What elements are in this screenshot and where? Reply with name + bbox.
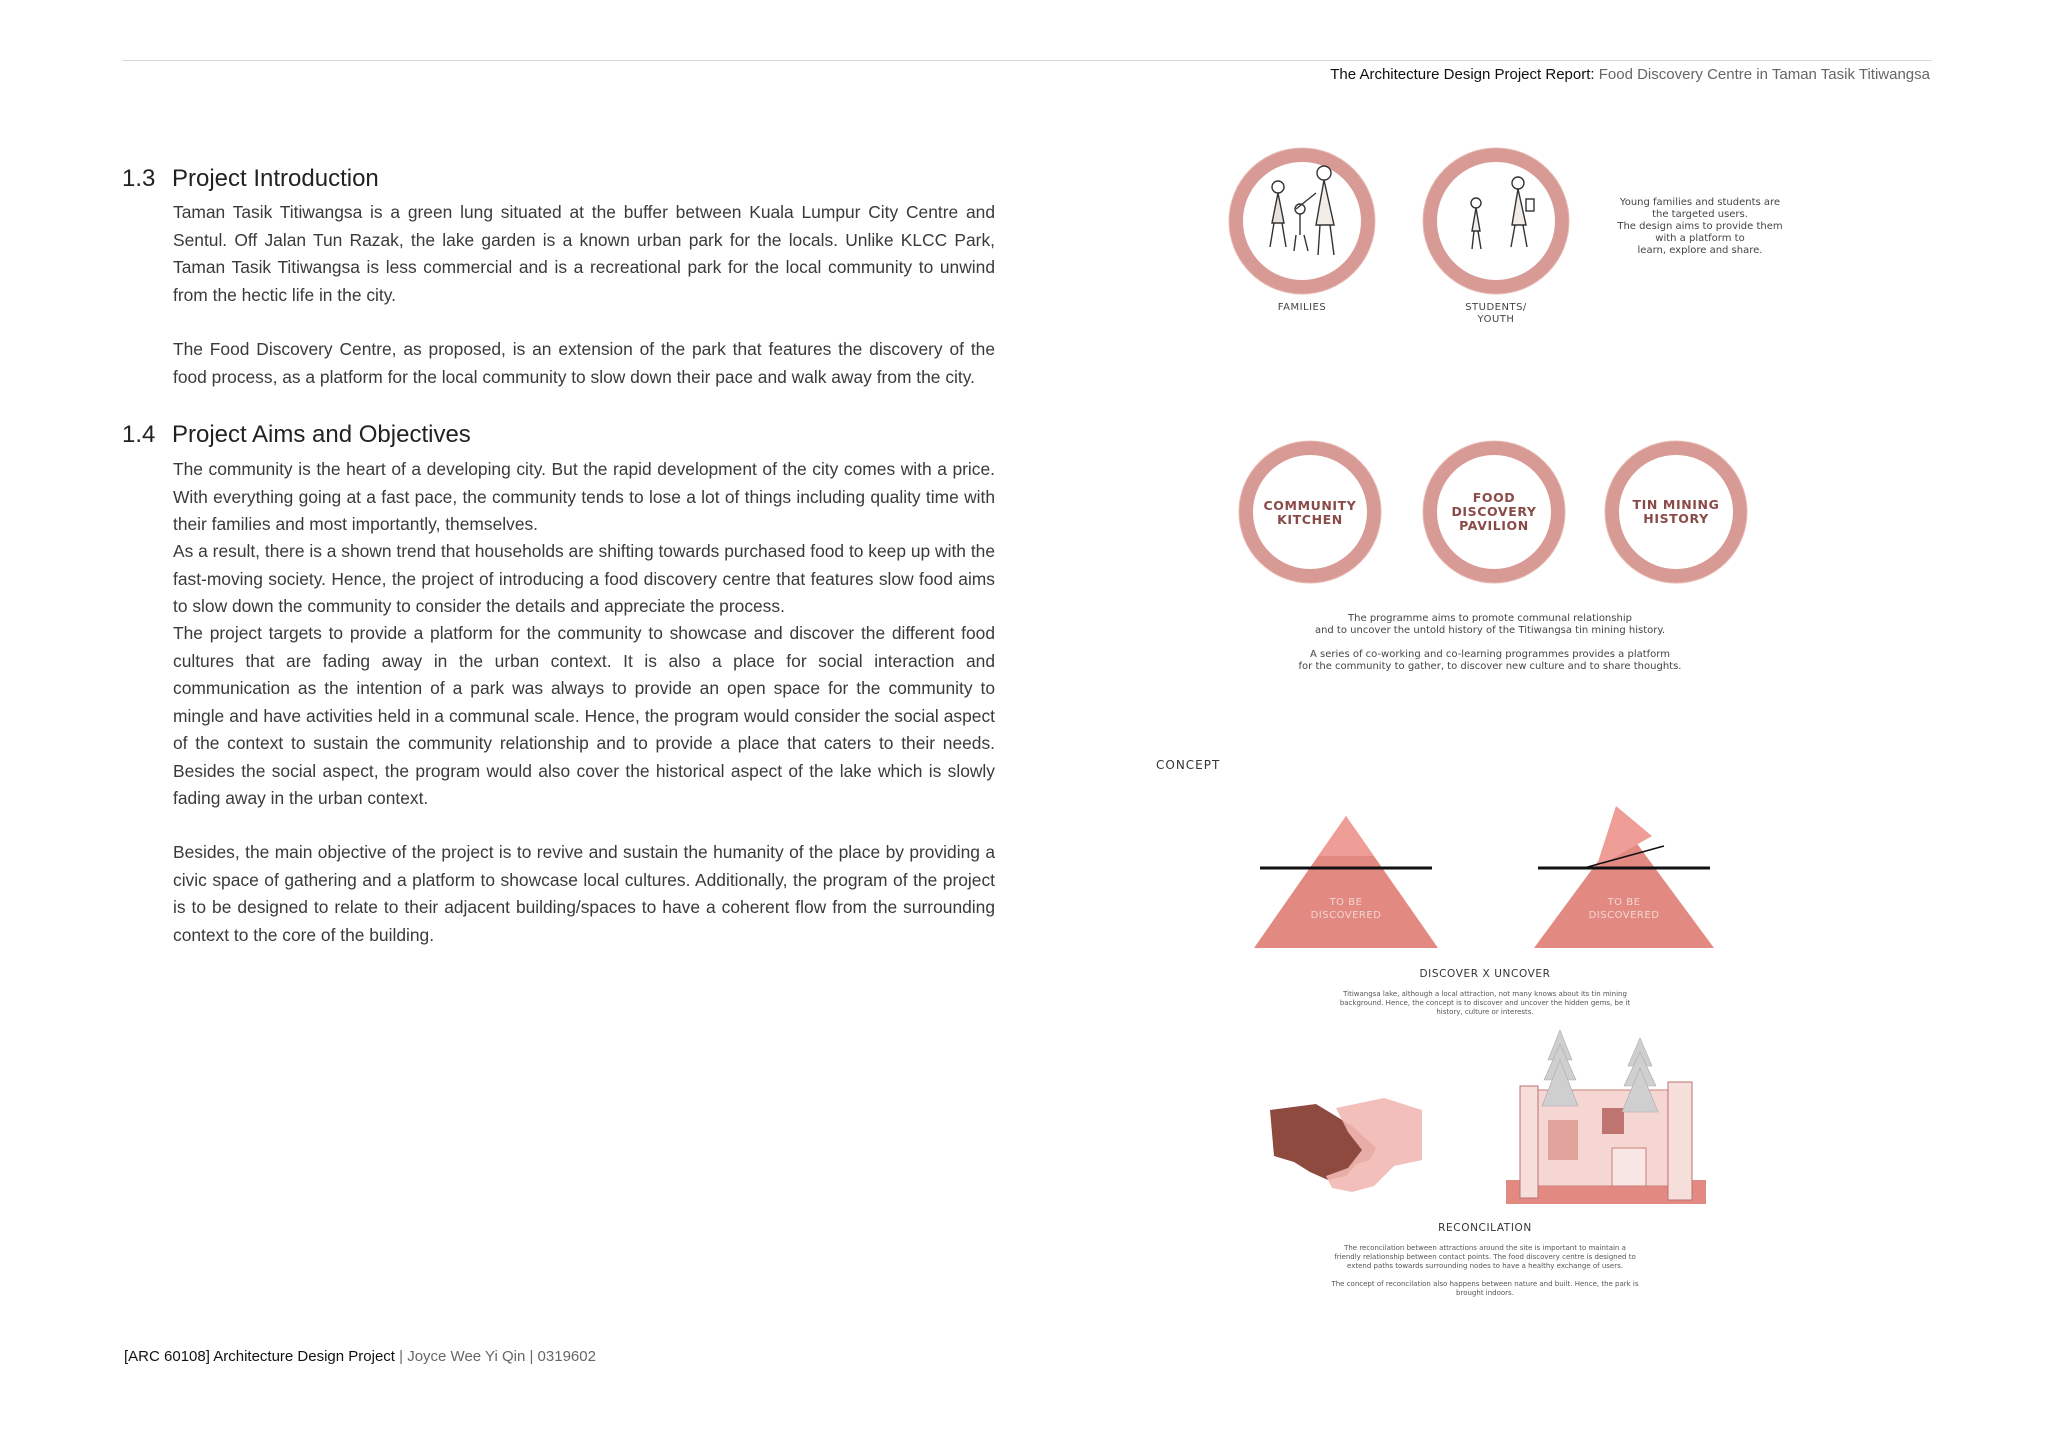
triangle-text-line: TO BE: [1607, 897, 1641, 908]
note-line: Titiwangsa lake, although a local attraction, not many knows about its tin mining: [1343, 990, 1627, 998]
header-rule: [122, 60, 1932, 61]
ring-label-line: COMMUNITY: [1263, 498, 1357, 513]
ring-label-line: PAVILION: [1459, 518, 1529, 533]
section-heading-1-3: [122, 165, 379, 193]
note-line: friendly relationship between contact points. The food discovery centre is designed to: [1334, 1253, 1636, 1261]
users-note: [1590, 197, 1810, 257]
triangle-text-line: TO BE: [1329, 897, 1363, 908]
ring-label-line: TIN MINING: [1632, 497, 1720, 512]
paragraph: Taman Tasik Titiwangsa is a green lung situated at the buffer between Kuala Lumpur City Centre and Sentul. Off Jalan Tun Razak, the lake garden is a known urban park for the locals. Unlike KLCC Park, Taman Tasik Titiwangsa is less commercial and is a recreational park for the local community to unwind from the hectic life in the city.: [173, 202, 995, 305]
report-label: The Architecture Design Project Report:: [1330, 66, 1595, 83]
section-number: 1.4: [122, 421, 156, 448]
triangle-text-line: DISCOVERED: [1310, 910, 1382, 921]
ring-label-line: DISCOVERY: [1451, 504, 1537, 519]
course-label: [ARC 60108] Architecture Design Project: [124, 1348, 395, 1365]
students-label-line1: STUDENTS/: [1465, 302, 1527, 313]
note-line: brought indoors.: [1456, 1289, 1514, 1297]
note-line: history, culture or interests.: [1436, 1008, 1534, 1016]
note-line: The programme aims to promote communal relationship: [1348, 613, 1632, 624]
note-line: the targeted users.: [1652, 209, 1748, 220]
concept-label: CONCEPT: [1156, 758, 1221, 772]
triangle-text-line: DISCOVERED: [1588, 910, 1660, 921]
note-line: Young families and students are: [1619, 197, 1781, 208]
section-number: 1.3: [122, 165, 156, 192]
running-header: [1330, 66, 1930, 83]
food-discovery-pavilion-label: [1434, 491, 1554, 533]
programme-note: [1240, 613, 1740, 673]
handshake-icon: [1266, 1090, 1426, 1200]
note-line: learn, explore and share.: [1637, 245, 1763, 256]
note-line: The reconcilation between attractions around the site is important to maintain a: [1344, 1244, 1626, 1252]
note-line: for the community to gather, to discover new culture and to share thoughts.: [1298, 661, 1682, 672]
nature-building-diagram: [1500, 1020, 1710, 1206]
discover-triangle-diagram: [1246, 808, 1446, 952]
students-label-line2: YOUTH: [1477, 314, 1515, 325]
tin-mining-history-label: [1616, 498, 1736, 526]
families-ring-illustration: [1224, 143, 1380, 299]
note-spacer: [1280, 1271, 1690, 1280]
reconcile-title: RECONCILATION: [1438, 1222, 1532, 1234]
note-line: and to uncover the untold history of the Titiwangsa tin mining history.: [1314, 625, 1666, 636]
paragraph: As a result, there is a shown trend that households are shifting towards purchased food to keep up with the fast-moving society. Hence, the project of introducing a food discovery centre that features slow food aims to slow down the community to consider the details and appreciate the process.: [173, 541, 995, 616]
discover-note: [1280, 990, 1690, 1017]
paragraph: The Food Discovery Centre, as proposed, is an extension of the park that features the discovery of the food process, as a platform for the local community to slow down their pace and walk away from the city.: [173, 339, 995, 387]
uncover-triangle-diagram: [1524, 806, 1724, 952]
note-spacer: [1240, 637, 1740, 649]
author-info: | Joyce Wee Yi Qin | 0319602: [399, 1348, 596, 1365]
page-footer: [124, 1348, 596, 1365]
ring-label-line: KITCHEN: [1277, 512, 1343, 527]
ring-label-line: FOOD: [1472, 490, 1516, 505]
note-line: A series of co-working and co-learning programmes provides a platform: [1310, 649, 1670, 660]
families-label: FAMILIES: [1277, 302, 1327, 313]
paragraph: Besides, the main objective of the project is to revive and sustain the humanity of the place by providing a civic space of gathering and a platform to showcase local cultures. Additionally, the program of the project is to be designed to relate to their adjacent building/spaces to have a coherent flow from the surrounding context to the core of the building.: [173, 842, 995, 945]
students-ring-illustration: [1418, 143, 1574, 299]
paragraph: The community is the heart of a developing city. But the rapid development of the city comes with a price. With everything going at a fast pace, the community tends to lose a lot of things including quality time with their families and most importantly, themselves.: [173, 459, 995, 534]
triangle-text-right: [1574, 896, 1674, 922]
paragraph: The project targets to provide a platform for the community to showcase and discover the different food cultures that are fading away in the urban context. It is also a place for social interaction and communication as the intention of a park was always to provide an open space for the community to mingle and have activities held in a communal scale. Hence, the program would consider the social aspect of the context to sustain the community relationship and to provide a place that caters to their needs. Besides the social aspect, the program would also cover the historical aspect of the lake which is slowly fading away in the urban context.: [173, 623, 995, 808]
note-line: background. Hence, the concept is to discover and uncover the hidden gems, be it: [1339, 999, 1631, 1007]
ring-label-line: HISTORY: [1643, 511, 1709, 526]
section-title: Project Introduction: [172, 165, 379, 192]
discover-title: DISCOVER X UNCOVER: [1419, 968, 1551, 980]
section-heading-1-4: [122, 421, 471, 449]
section-title: Project Aims and Objectives: [172, 421, 471, 448]
note-line: extend paths towards surrounding nodes to have a healthy exchange of users.: [1347, 1262, 1623, 1270]
note-line: The concept of reconcilation also happens between nature and built. Hence, the park is: [1331, 1280, 1639, 1288]
note-line: The design aims to provide them: [1617, 221, 1783, 232]
community-kitchen-label: [1250, 499, 1370, 527]
triangle-text-left: [1296, 896, 1396, 922]
note-line: with a platform to: [1655, 233, 1745, 244]
reconcile-note: [1280, 1244, 1690, 1298]
report-subtitle: Food Discovery Centre in Taman Tasik Titiwangsa: [1598, 66, 1930, 83]
